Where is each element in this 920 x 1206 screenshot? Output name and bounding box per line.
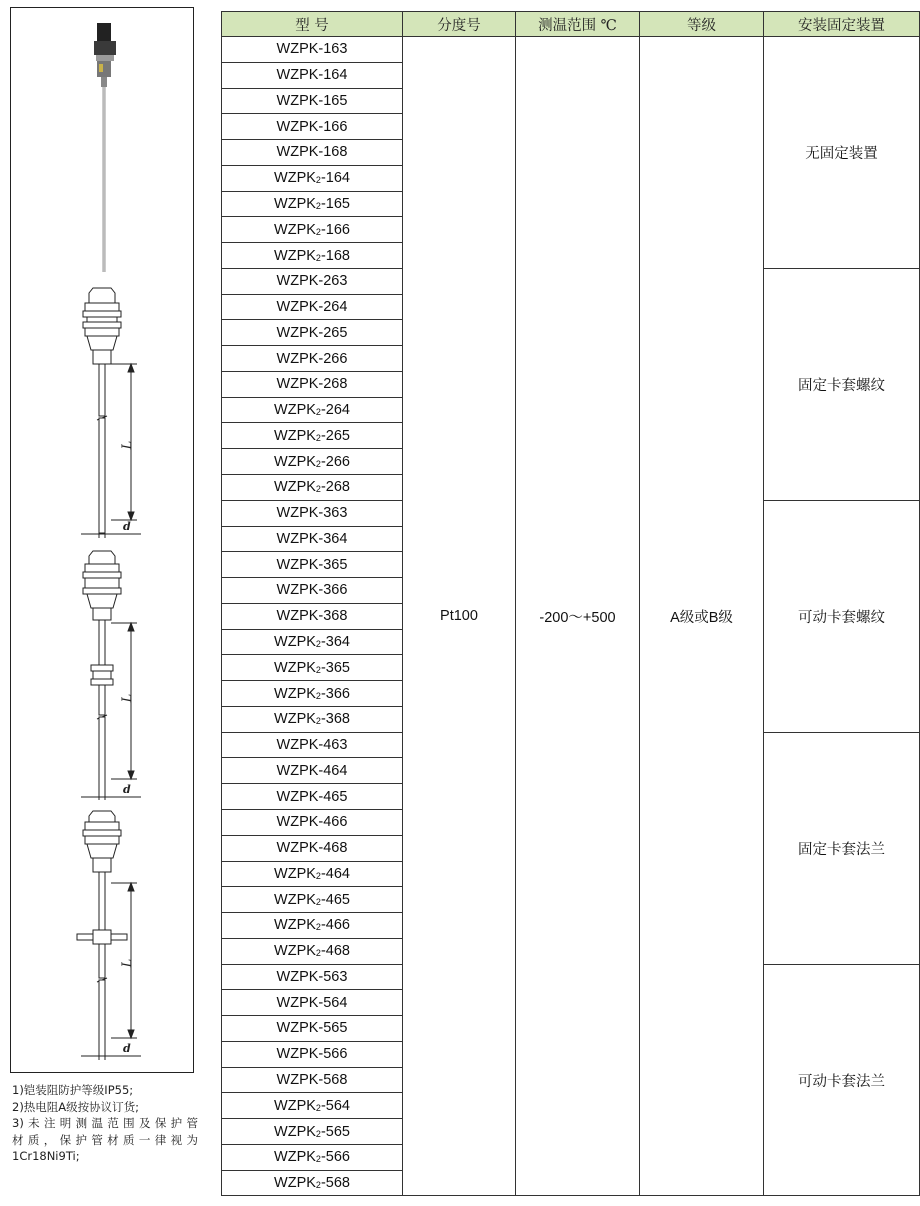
model-cell: WZPK-568: [222, 1067, 403, 1093]
model-cell: WZPK-464: [222, 758, 403, 784]
grade-cell: A级或B级: [640, 37, 764, 1196]
model-cell: WZPK-166: [222, 114, 403, 140]
model-cell: WZPK-163: [222, 37, 403, 63]
model-cell: $WZPK_2-366$: [222, 681, 403, 707]
model-cell: WZPK-265: [222, 320, 403, 346]
model-cell: $WZPK_2-266$: [222, 449, 403, 475]
model-cell: WZPK-468: [222, 835, 403, 861]
model-cell: $WZPK_2-164$: [222, 165, 403, 191]
model-cell: WZPK-465: [222, 784, 403, 810]
model-cell: WZPK-466: [222, 809, 403, 835]
note-2: 2)热电阻A级按协议订货;: [12, 1099, 140, 1114]
mount-cell: 可动卡套螺纹: [764, 500, 920, 732]
header-range: 测温范围 ℃: [516, 12, 640, 37]
model-cell: $WZPK_2-466$: [222, 913, 403, 939]
model-cell: $WZPK_2-365$: [222, 655, 403, 681]
model-cell: WZPK-364: [222, 526, 403, 552]
mount-cell: 固定卡套法兰: [764, 732, 920, 964]
model-cell: $WZPK_2-264$: [222, 397, 403, 423]
model-cell: WZPK-268: [222, 371, 403, 397]
spec-table: [221, 11, 920, 1196]
model-cell: $WZPK_2-564$: [222, 1093, 403, 1119]
table-header-row: [222, 12, 920, 37]
table-row: [222, 37, 920, 63]
model-cell: $WZPK_2-566$: [222, 1144, 403, 1170]
mount-cell: 无固定装置: [764, 37, 920, 269]
model-cell: WZPK-165: [222, 88, 403, 114]
model-cell: WZPK-565: [222, 1016, 403, 1042]
model-cell: WZPK-168: [222, 140, 403, 166]
model-cell: WZPK-564: [222, 990, 403, 1016]
header-graduation: 分度号: [403, 12, 516, 37]
model-cell: $WZPK_2-465$: [222, 887, 403, 913]
model-cell: $WZPK_2-364$: [222, 629, 403, 655]
model-cell: $WZPK_2-468$: [222, 938, 403, 964]
product-drawing-panel: [10, 7, 194, 1073]
drawing-fixed-ferrule-thread: [81, 288, 141, 538]
model-cell: $WZPK_2-565$: [222, 1119, 403, 1145]
model-cell: WZPK-264: [222, 294, 403, 320]
model-cell: $WZPK_2-268$: [222, 475, 403, 501]
dim-length-label-1: L: [120, 440, 135, 450]
range-cell: -200～+500: [516, 37, 640, 1196]
note-3-line-3: 1Cr18Ni9Ti;: [12, 1149, 80, 1163]
model-cell: WZPK-263: [222, 268, 403, 294]
note-1: 1)铠装阻防护等级IP55;: [12, 1083, 134, 1097]
header-grade: 等级: [640, 12, 764, 37]
model-cell: $WZPK_2-166$: [222, 217, 403, 243]
drawing-movable-ferrule-thread: [81, 551, 141, 800]
notes: [12, 1082, 198, 1165]
model-cell: WZPK-164: [222, 62, 403, 88]
model-cell: WZPK-563: [222, 964, 403, 990]
drawing-ferrule-flange: [77, 811, 141, 1060]
model-cell: WZPK-266: [222, 346, 403, 372]
dim-length-label-3: L: [120, 958, 135, 968]
model-cell: WZPK-363: [222, 500, 403, 526]
header-model: 型 号: [222, 12, 403, 37]
note-3-line-1: 3)未注明测温范围及保护管: [12, 1116, 198, 1130]
model-cell: $WZPK_2-168$: [222, 243, 403, 269]
model-cell: $WZPK_2-568$: [222, 1170, 403, 1196]
mount-cell: 可动卡套法兰: [764, 964, 920, 1196]
dim-diameter-label-1: d: [123, 520, 131, 533]
model-cell: $WZPK_2-368$: [222, 706, 403, 732]
model-cell: $WZPK_2-464$: [222, 861, 403, 887]
model-cell: WZPK-463: [222, 732, 403, 758]
model-cell: WZPK-566: [222, 1041, 403, 1067]
dim-diameter-label-2: d: [123, 783, 131, 796]
dim-length-label-2: L: [120, 693, 135, 703]
dim-diameter-label-3: d: [123, 1042, 131, 1055]
header-mount: 安装固定装置: [764, 12, 920, 37]
mount-cell: 固定卡套螺纹: [764, 268, 920, 500]
model-cell: WZPK-365: [222, 552, 403, 578]
note-3-line-2: 材质，保护管材质一律视为: [12, 1132, 198, 1147]
sensor-photo: [94, 23, 116, 272]
model-cell: WZPK-366: [222, 578, 403, 604]
model-cell: WZPK-368: [222, 603, 403, 629]
graduation-cell: Pt100: [403, 37, 516, 1196]
model-cell: $WZPK_2-265$: [222, 423, 403, 449]
model-cell: $WZPK_2-165$: [222, 191, 403, 217]
